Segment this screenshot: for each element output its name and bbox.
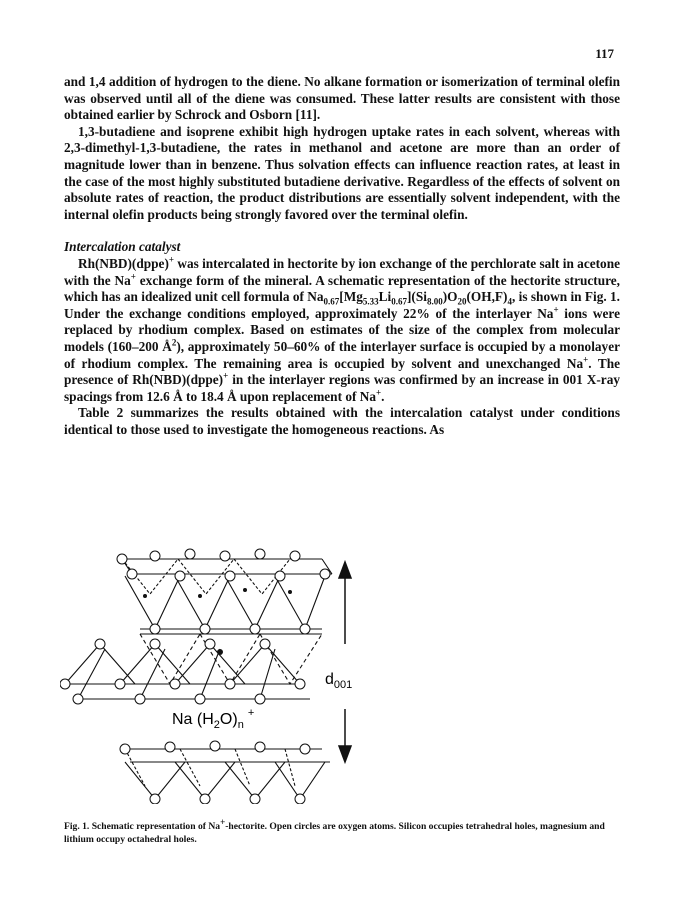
top-oxygens (117, 549, 330, 634)
hectorite-schematic (60, 534, 620, 804)
figure-caption: Fig. 1. Schematic representation of Na+-hectorite. Open circles are oxygen atoms. Silicon occupies tetrahedral holes, magnesium and lithium occupy octahedral holes. (64, 816, 605, 845)
page-number: 117 (595, 46, 614, 61)
figure-hectorite-structure (60, 534, 620, 804)
na-h2o-label: Na $(H_2O)_n^+$ (172, 707, 255, 731)
d001-label: $d_{001}$ (325, 671, 353, 691)
bottom-layer (125, 749, 330, 799)
paragraph-1: and 1,4 addition of hydrogen to the diene. No alkane formation or isomerization of terminal olefin was observed until all of the diene was consumed. These latter results are consistent with those obtained earlier by Schrock and Osborn [11]. (64, 74, 620, 123)
middle-layer (65, 644, 310, 699)
paragraph-4: Table 2 summarizes the results obtained with the intercalation catalyst under conditions identical to those used to investigate the homogeneous reactions. As (64, 405, 620, 437)
body-text (64, 74, 620, 438)
paragraph-3: Rh(NBD)(dppe)+ was intercalated in hectorite by ion exchange of the perchlorate salt in acetone with the Na+ exchange form of the mineral. A schematic representation of the hectorite structure, which has an idealized unit cell formula of $Na_{0.67}[Mg_{5.33}Li_{0.67}](Si_{8.00})O_{20}(OH,F)_4$, is shown in Fig. 1. Under the exchange conditions employed, approximately 22% of the interlayer Na+ ions were replaced by rhodium complex. Based on estimates of the size of the complex from molecular models (160–200 $Å^2$), approximately 50–60% of the interlayer surface is occupied by a monolayer of rhodium complex. The remaining area is occupied by solvent and unexchanged Na+. The presence of Rh(NBD)(dppe)+ in the interlayer regions was confirmed by an increase in 001 X-ray spacings from 12.6 Å to 18.4 Å upon replacement of Na+. (64, 254, 621, 404)
section-heading: Intercalation catalyst (64, 239, 181, 255)
spacing-arrow (339, 562, 351, 762)
paragraph-2: 1,3-butadiene and isoprene exhibit high hydrogen uptake rates in each solvent, whereas with 2,3-dimethyl-1,3-butadiene, the rates in methanol and acetone are more than an order of magnitude lower than in benzene. Thus solvation effects can influence reaction rates, at least in the case of the most highly substituted butadiene derivative. Regardless of the effects of solvent on absolute rates of reaction, the product distributions are essentially solvent independent, with the internal olefin products being strongly favored over the terminal olefin. (64, 123, 620, 222)
